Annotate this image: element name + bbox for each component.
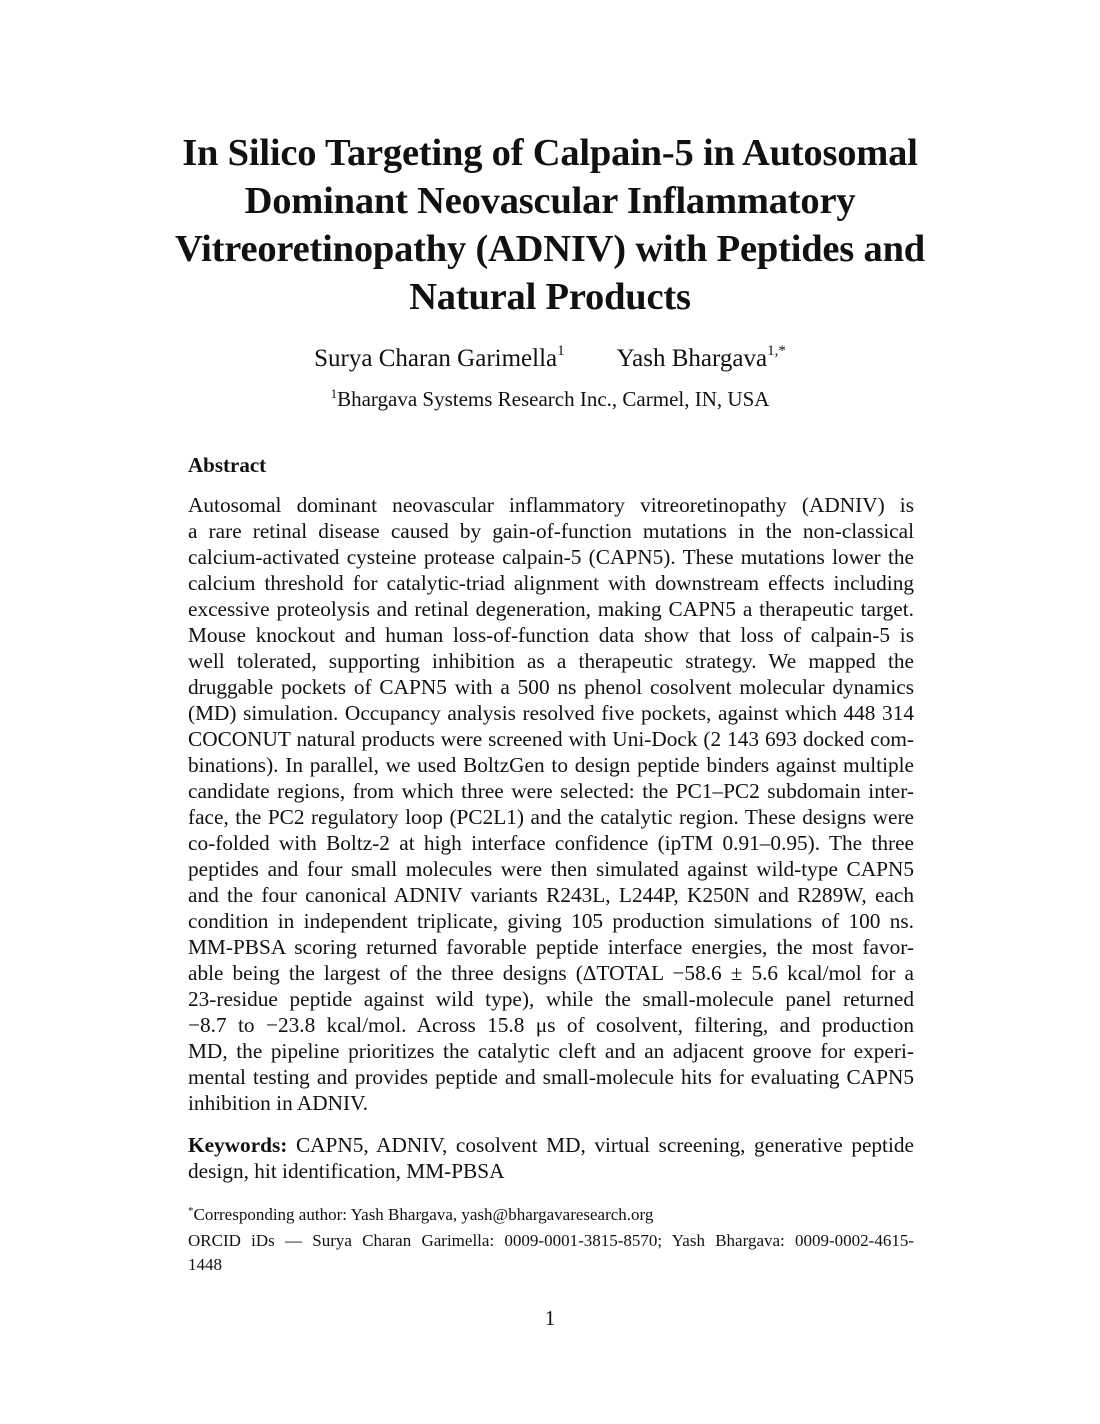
author-affiliation-mark: 1,*	[767, 343, 786, 359]
abstract-line: MM-PBSA scoring returned favorable peptide interface energies, the most favor-	[188, 935, 914, 959]
author-name: Yash Bhargava	[616, 345, 768, 372]
abstract-line: (MD) simulation. Occupancy analysis resolved five pockets, against which 448 314	[188, 701, 914, 725]
abstract-line: binations). In parallel, we used BoltzGen to design peptide binders against multiple	[188, 753, 914, 777]
abstract-line: calcium threshold for catalytic-triad alignment with downstream effects including	[188, 571, 914, 595]
abstract-line: excessive proteolysis and retinal degeneration, making CAPN5 a therapeutic target.	[188, 597, 914, 621]
abstract-line: a rare retinal disease caused by gain-of-function mutations in the non-classical	[188, 519, 914, 543]
title-line: Dominant Neovascular Inflammatory	[244, 180, 856, 222]
keywords-label: Keywords:	[188, 1133, 288, 1157]
orcid-line: ORCID iDs — Surya Charan Garimella: 0009-0001-3815-8570; Yash Bhargava: 0009-0002-4615-	[188, 1231, 914, 1250]
abstract-line: condition in independent triplicate, giving 105 production simulations of 100 ns.	[188, 909, 914, 933]
abstract-line: able being the largest of the three designs (ΔTOTAL −58.6 ± 5.6 kcal/mol for a	[188, 961, 914, 985]
footnotes	[188, 1203, 914, 1277]
author-bhargava	[617, 343, 786, 375]
abstract-line: co-folded with Boltz-2 at high interface confidence (ipTM 0.91–0.95). The three	[188, 831, 914, 855]
affiliation-text: Bhargava Systems Research Inc., Carmel, IN, USA	[337, 387, 770, 411]
title-line: In Silico Targeting of Calpain-5 in Autosomal	[182, 132, 918, 174]
page-number: 1	[544, 1306, 556, 1330]
title-line: Natural Products	[409, 276, 691, 318]
abstract-line: druggable pockets of CAPN5 with a 500 ns phenol cosolvent molecular dynamics	[188, 675, 914, 699]
keywords-line	[188, 1132, 914, 1158]
author-list	[150, 343, 950, 375]
abstract-line: Mouse knockout and human loss-of-function data show that loss of calpain-5 is	[188, 623, 914, 647]
abstract-line: Autosomal dominant neovascular inflammatory vitreoretinopathy (ADNIV) is	[188, 493, 914, 517]
keywords	[188, 1132, 914, 1184]
abstract-line: mental testing and provides peptide and small-molecule hits for evaluating CAPN5	[188, 1065, 914, 1089]
affiliation-mark: 1	[330, 386, 338, 401]
abstract-line: inhibition in ADNIV.	[188, 1091, 369, 1115]
author-garimella	[314, 343, 564, 375]
corresponding-mark: *	[188, 1205, 194, 1217]
keywords-text: CAPN5, ADNIV, cosolvent MD, virtual screening, generative peptide	[295, 1133, 914, 1157]
abstract-line: calcium-activated cysteine protease calpain-5 (CAPN5). These mutations lower the	[188, 545, 914, 569]
author-affiliation-mark: 1	[557, 343, 565, 359]
abstract-heading: Abstract	[188, 453, 267, 477]
orcid-note	[188, 1229, 914, 1277]
abstract-line: MD, the pipeline prioritizes the catalytic cleft and an adjacent groove for experi-	[188, 1039, 914, 1063]
corresponding-author-note	[188, 1203, 914, 1227]
abstract-line: peptides and four small molecules were then simulated against wild-type CAPN5	[188, 857, 914, 881]
abstract-line: candidate regions, from which three were selected: the PC1–PC2 subdomain inter-	[188, 779, 914, 803]
abstract-line: well tolerated, supporting inhibition as a therapeutic strategy. We mapped the	[188, 649, 914, 673]
abstract-line: 23-residue peptide against wild type), while the small-molecule panel returned	[188, 987, 914, 1011]
abstract-line: face, the PC2 regulatory loop (PC2L1) and the catalytic region. These designs were	[188, 805, 914, 829]
abstract-body	[188, 492, 914, 1116]
abstract-line: COCONUT natural products were screened with Uni-Dock (2 143 693 docked com-	[188, 727, 914, 751]
abstract-line: and the four canonical ADNIV variants R243L, L244P, K250N and R289W, each	[188, 883, 914, 907]
affiliation	[150, 385, 950, 413]
paper-title	[150, 129, 950, 321]
orcid-line: 1448	[188, 1255, 222, 1274]
corresponding-author-text: Corresponding author: Yash Bhargava, yash@bhargavaresearch.org	[193, 1205, 654, 1224]
title-line: Vitreoretinopathy (ADNIV) with Peptides and	[175, 228, 925, 270]
keywords-line: design, hit identification, MM-PBSA	[188, 1159, 505, 1183]
abstract-line: −8.7 to −23.8 kcal/mol. Across 15.8 μs of cosolvent, filtering, and production	[188, 1013, 914, 1037]
author-name: Surya Charan Garimella	[314, 345, 558, 372]
